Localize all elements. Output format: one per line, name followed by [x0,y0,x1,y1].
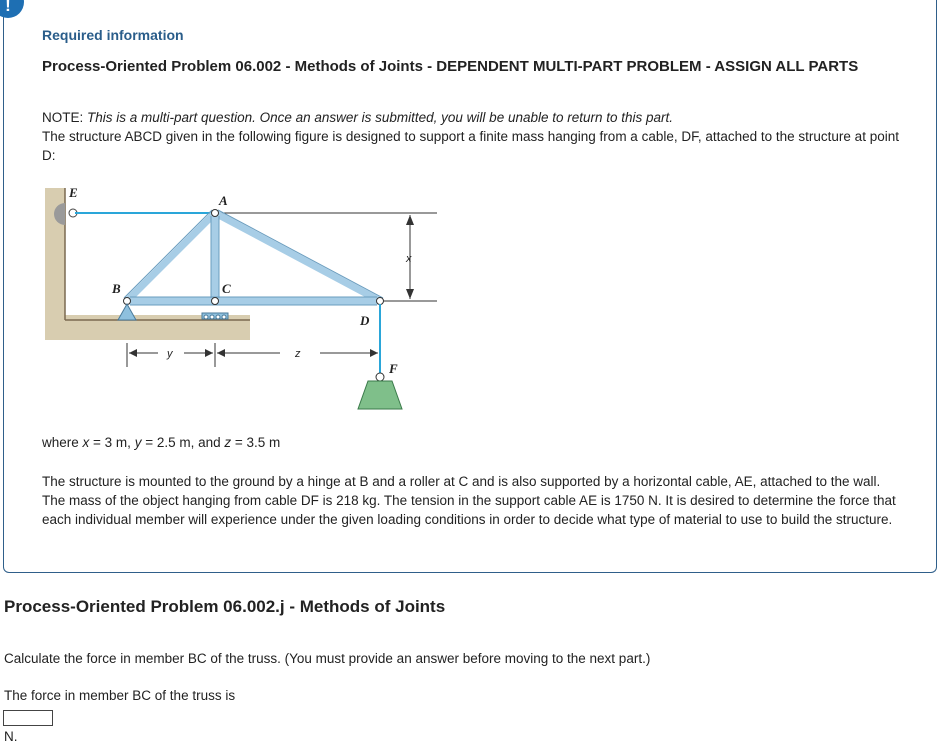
problem-description: The structure is mounted to the ground by a hinge at B and a roller at C and is also supported by a horizontal cable, AE, attached to the wall. The mass of the object hanging from cable DF is 218 kg. The tension in the support cable AE is 1750 N. It is desired to determine the force that each individual member will experience under the given loading conditions in order to decide what type of material to use to build the structure. [42,474,896,527]
label-d: D [360,313,370,328]
hinge-support [118,304,136,320]
note-prefix: NOTE: [42,110,88,125]
required-info-heading: Required information [42,27,184,43]
label-b: B [112,281,121,296]
answer-input[interactable] [3,710,53,726]
answer-prompt: The force in member BC of the truss is [4,688,236,703]
variable-values: where x = 3 m, y = 2.5 m, and z = 3.5 m [42,435,281,450]
note-italic: This is a multi-part question. Once an answer is submitted, you will be unable to return to this part. [87,110,674,125]
part-title: Process-Oriented Problem 06.002.j - Methods of Joints [4,597,446,616]
question-text: Calculate the force in member BC of the truss. (You must provide an answer before moving to the next part.) [4,651,651,666]
truss-figure [40,183,450,415]
label-c: C [222,281,231,296]
note-block [42,108,902,165]
label-z: z [295,348,301,360]
member-ad [215,213,380,301]
hanging-mass [358,381,402,409]
problem-title: Process-Oriented Problem 06.002 - Methods of Joints - DEPENDENT MULTI-PART PROBLEM - ASSIGN ALL PARTS [42,58,859,75]
label-f: F [389,361,398,376]
label-x: x [406,253,412,265]
label-e: E [69,185,78,200]
label-a: A [219,193,228,208]
alert-icon: ! [0,0,24,18]
label-y: y [167,348,173,360]
answer-unit: N. [4,729,18,744]
member-ab [127,213,215,301]
note-text: The structure ABCD given in the following figure is designed to support a finite mass hanging from a cable, DF, attached to the structure at point D: [42,129,899,163]
